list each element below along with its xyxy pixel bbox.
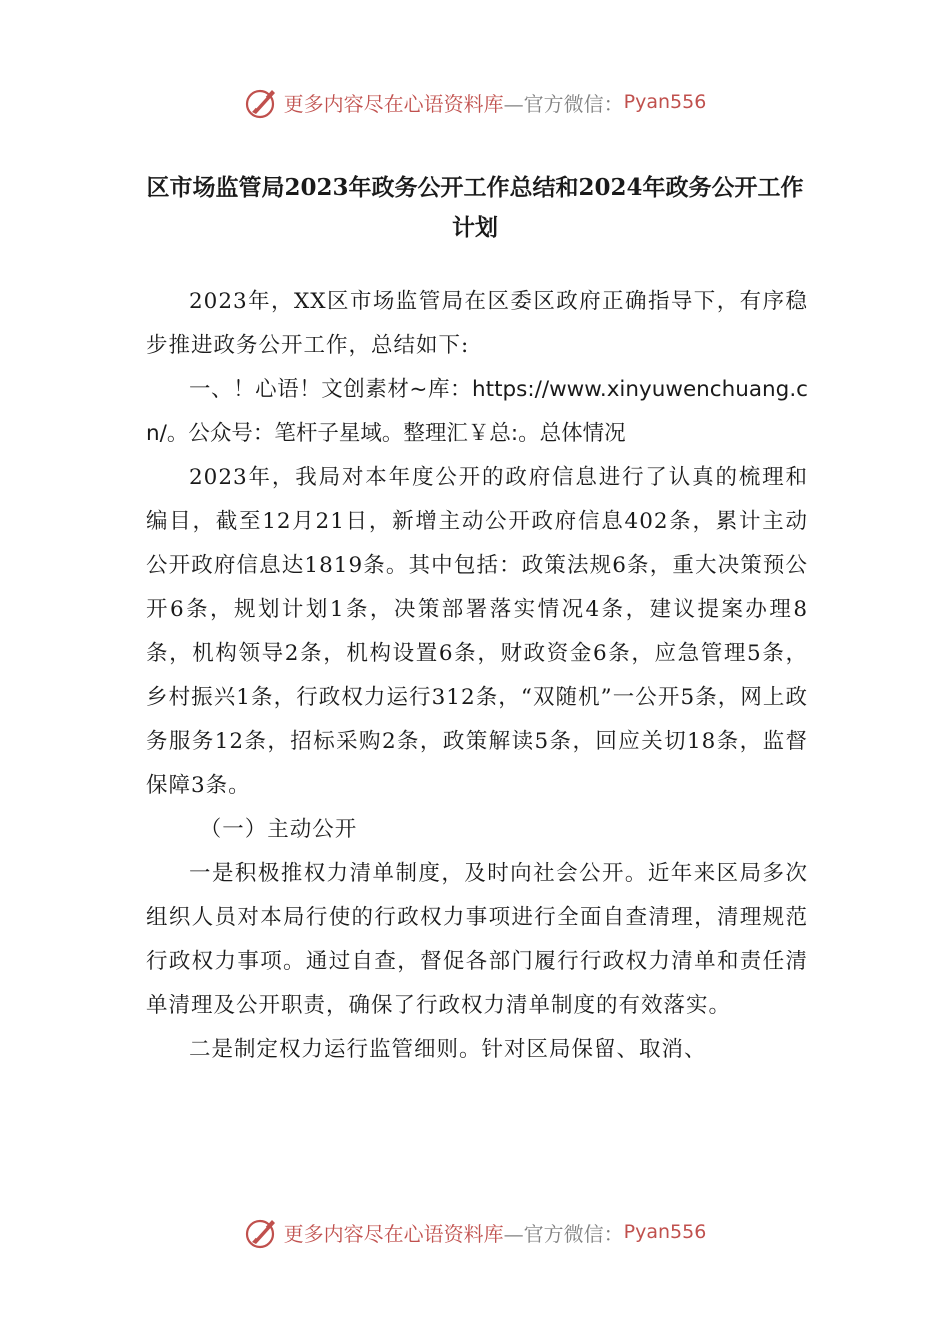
document-body [146,280,808,1072]
document-title: 区市场监管局2023年政务公开工作总结和2024年政务公开工作计划 [146,174,804,241]
footer-watermark [0,1212,950,1252]
statistics-paragraph: 2023年，我局对本年度公开的政府信息进行了认真的梳理和编目，截至12月21日，新增主动公开政府信息402条，累计主动公开政府信息达1819条。其中包括：政策法规6条，重大决策预公开6条，规划计划1条，决策部署落实情况4条，建议提案办理8条，机构领导2条，机构设置6条，财政资金6条，应急管理5条，乡村振兴1条，行政权力运行312条，“双随机”一公开5条，网上政务服务12条，招标采购2条，政策解读5条，回应关切18条，监督保障3条。 [146,465,808,798]
subsection-heading-active-disclosure: （一）主动公开 [199,817,358,842]
header-watermark [0,82,950,122]
watermark-text: 更多内容尽在心语资料库 [283,1221,504,1246]
quill-logo-icon [244,1214,280,1250]
quill-logo-icon [244,84,280,120]
point-two-paragraph: 二是制定权力运行监管细则。针对区局保留、取消、 [189,1037,707,1062]
watermark-separator: —官方微信： [503,91,624,116]
watermark-text: 更多内容尽在心语资料库 [283,91,504,116]
watermark-wechat-id: Pyan556 [623,1221,707,1243]
intro-paragraph: 2023年，XX区市场监管局在区委区政府正确指导下，有序稳步推进政务公开工作，总结如下: [146,289,808,358]
section-heading-overview: 一、！心语！文创素材~库：https://www.xinyuwenchuang.cn/。公众号：笔杆子星域。整理汇￥总:。总体情况 [146,377,808,446]
watermark-separator: —官方微信： [503,1221,624,1246]
point-one-paragraph: 一是积极推权力清单制度，及时向社会公开。近年来区局多次组织人员对本局行使的行政权力事项进行全面自查清理，清理规范行政权力事项。通过自查，督促各部门履行行政权力清单和责任清单清理及公开职责，确保了行政权力清单制度的有效落实。 [146,861,808,1018]
watermark-wechat-id: Pyan556 [623,91,707,113]
